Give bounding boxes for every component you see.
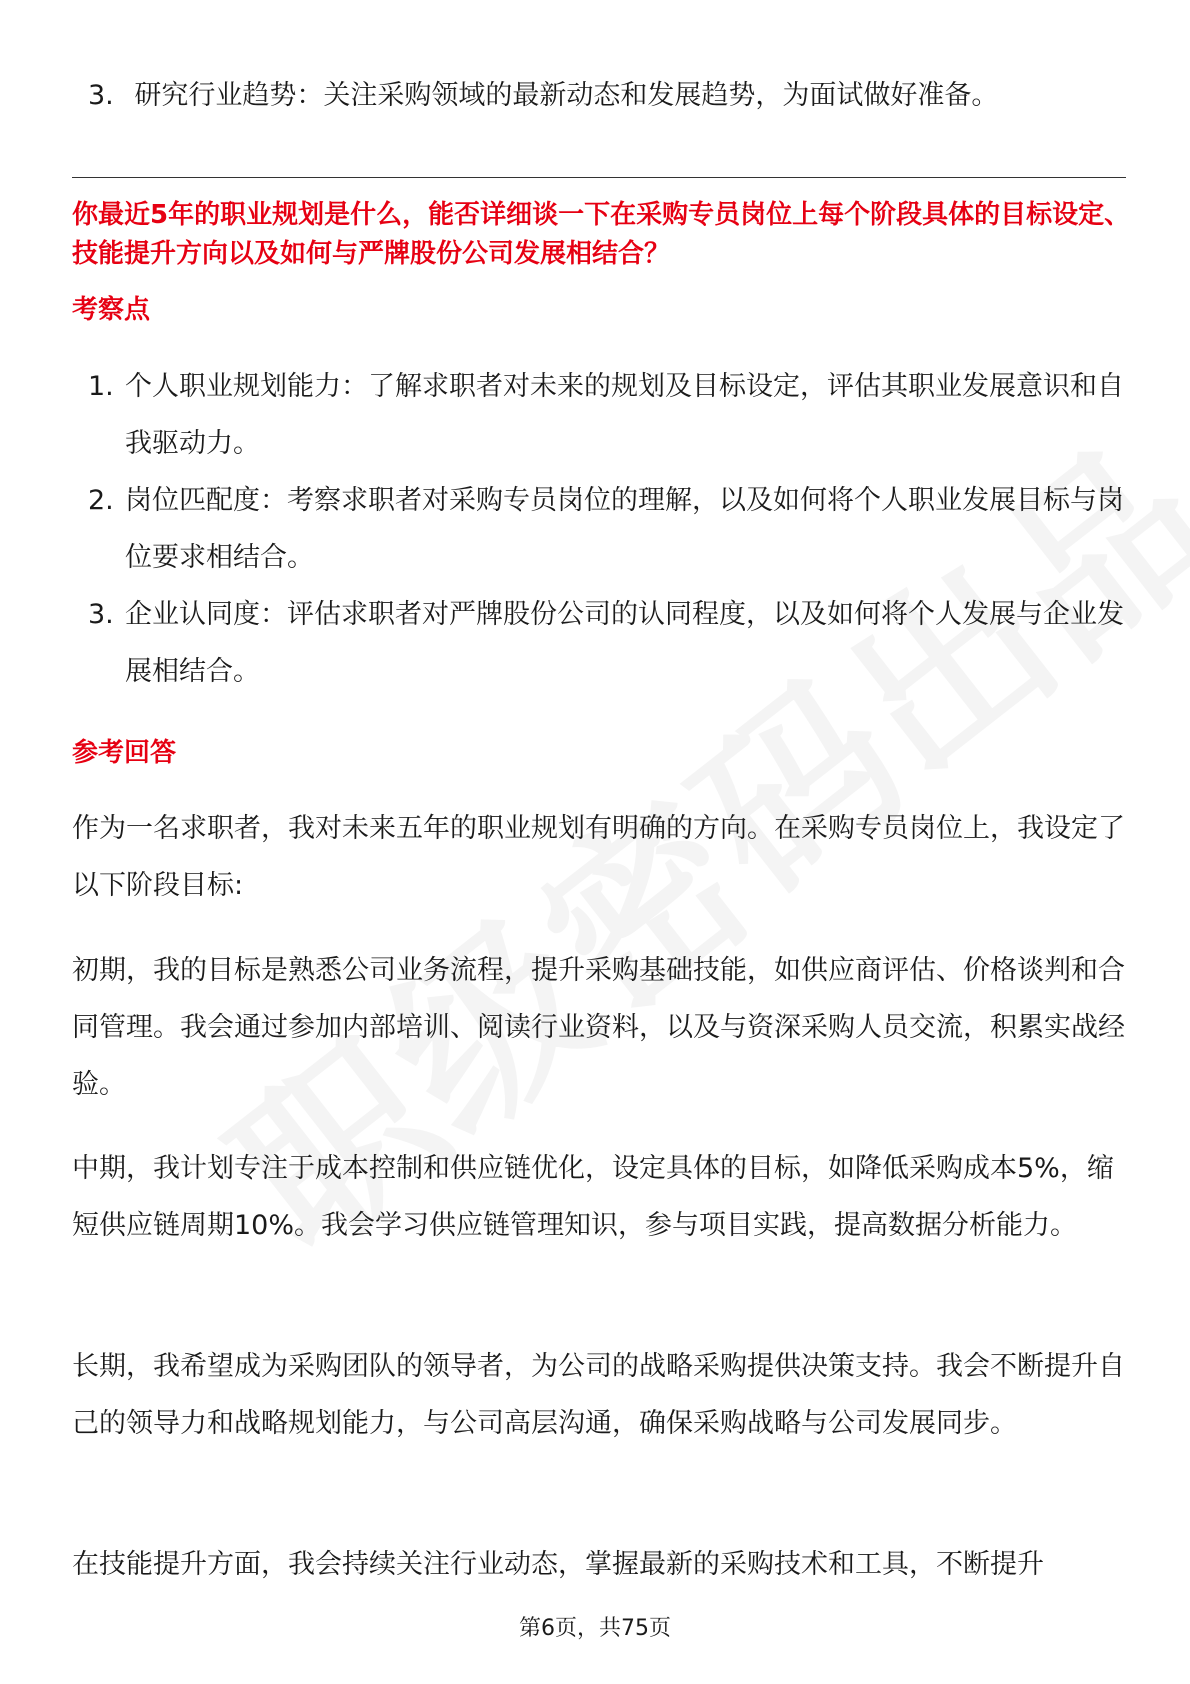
answer-paragraph: 作为一名求职者，我对未来五年的职业规划有明确的方向。在采购专员岗位上，我设定了以下阶段目标: bbox=[72, 813, 1125, 901]
list-item-number: 3. bbox=[88, 80, 114, 111]
list-item-text: 企业认同度：评估求职者对严牌股份公司的认同程度，以及如何将个人发展与企业发展相结合。 bbox=[125, 599, 1124, 687]
interview-question: 你最近5年的职业规划是什么，能否详细谈一下在采购专员岗位上每个阶段具体的目标设定、技能提升方向以及如何与严牌股份公司发展相结合？ bbox=[72, 200, 1131, 269]
list-item-continued bbox=[88, 72, 998, 120]
list-item-number: 2. bbox=[88, 485, 114, 516]
exam-points-heading: 考察点 bbox=[72, 295, 151, 325]
list-item-text: 个人职业规划能力：了解求职者对未来的规划及目标设定，评估其职业发展意识和自我驱动力。 bbox=[125, 371, 1124, 459]
answer-paragraph: 在技能提升方面，我会持续关注行业动态，掌握最新的采购技术和工具，不断提升 bbox=[72, 1549, 1044, 1580]
section-divider bbox=[72, 177, 1126, 178]
list-item-number: 3. bbox=[88, 599, 114, 630]
list-item bbox=[72, 586, 1132, 700]
answer-paragraph: 长期，我希望成为采购团队的领导者，为公司的战略采购提供决策支持。我会不断提升自己的领导力和战略规划能力，与公司高层沟通，确保采购战略与公司发展同步。 bbox=[72, 1351, 1125, 1439]
list-item bbox=[72, 358, 1132, 472]
page-number: 第6页，共75页 bbox=[519, 1616, 671, 1641]
exam-points-list bbox=[72, 358, 1132, 700]
answer-paragraph: 中期，我计划专注于成本控制和供应链优化，设定具体的目标，如降低采购成本5%，缩短供应链周期10%。我会学习供应链管理知识，参与项目实践，提高数据分析能力。 bbox=[72, 1153, 1114, 1241]
list-item-text: 研究行业趋势：关注采购领域的最新动态和发展趋势，为面试做好准备。 bbox=[134, 80, 999, 111]
reference-answer-heading: 参考回答 bbox=[72, 738, 177, 768]
list-item-number: 1. bbox=[88, 371, 114, 402]
list-item bbox=[72, 472, 1132, 586]
list-item-text: 岗位匹配度：考察求职者对采购专员岗位的理解，以及如何将个人职业发展目标与岗位要求相结合。 bbox=[125, 485, 1124, 573]
answer-paragraph: 初期，我的目标是熟悉公司业务流程，提升采购基础技能，如供应商评估、价格谈判和合同管理。我会通过参加内部培训、阅读行业资料，以及与资深采购人员交流，积累实战经验。 bbox=[72, 955, 1125, 1100]
